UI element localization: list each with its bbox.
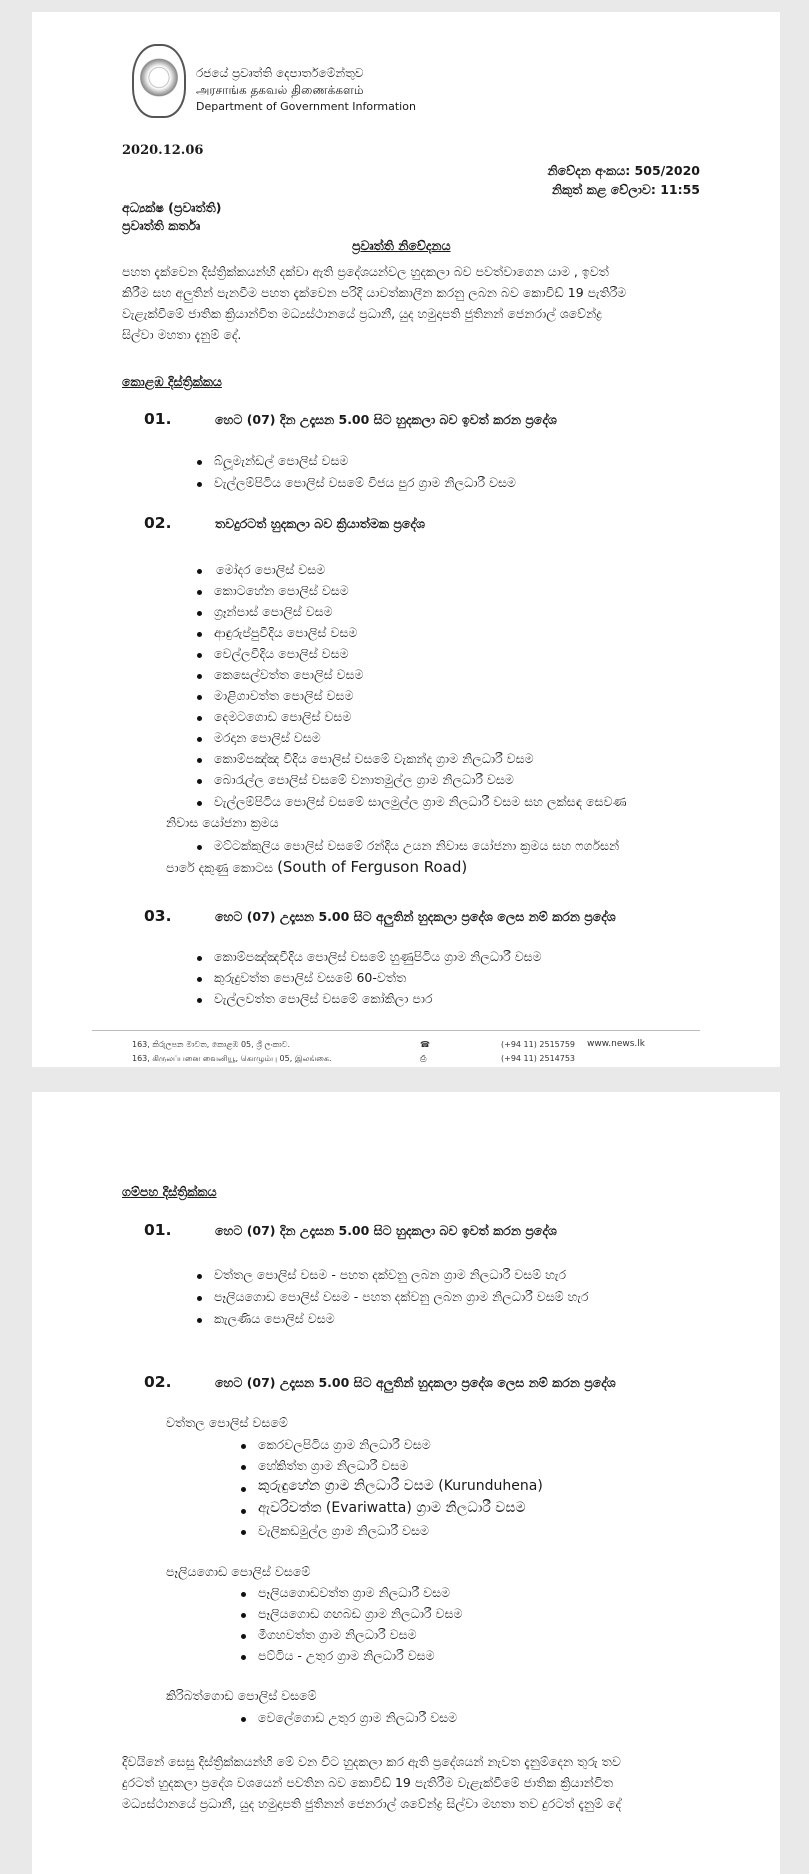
list-item-continued — [166, 859, 467, 876]
document-page-1 — [32, 12, 780, 1067]
bullet-icon — [197, 590, 202, 595]
district-heading-gampaha: ගම්පහ දිස්ත්‍රික්කය — [122, 1184, 217, 1199]
closing-paragraph — [122, 1751, 621, 1814]
list-item-continued: නිවාස යෝජනා ක්‍රමය — [166, 815, 279, 830]
list-item: කොම්පඤ්ඤ වීදිය පොලිස් වසමේ වැකන්ද ග්‍රාම නිලධාරී වසම — [214, 751, 534, 766]
section-title: තවදුරටත් හුදකලා බව ක්‍රියාත්මක ප්‍රදේශ — [215, 516, 425, 531]
bullet-icon — [241, 1655, 246, 1660]
bullet-icon — [241, 1509, 246, 1514]
bullet-icon — [197, 956, 202, 961]
release-number: නිවේදන අංකය: 505/2020 — [547, 163, 700, 178]
intro-paragraph — [122, 261, 626, 345]
list-item: බොරැල්ල පොලිස් වසමේ වනාතමුල්ල ග්‍රාම නිලධාරී වසම — [214, 772, 514, 787]
org-name-tamil: அரசாங்க தகவல் திணைக்களம் — [196, 83, 364, 97]
bullet-icon — [197, 801, 202, 806]
intro-line: සිල්වා මහතා දැනුම් දේ. — [122, 327, 242, 342]
section-title: හෙට (07) උදෑසන 5.00 සිට අලුතින් හුදකලා ප්‍රදේශ ලෙස නම් කරන ප්‍රදේශ — [215, 1375, 616, 1390]
list-item-english: (South of Ferguson Road) — [277, 858, 468, 876]
phone-icon: ☎ — [420, 1040, 430, 1049]
list-item: කෙරවලපිටිය ග්‍රාම නිලධාරී වසම — [258, 1437, 431, 1452]
footer-divider — [92, 1030, 700, 1031]
bullet-icon — [197, 716, 202, 721]
sri-lanka-emblem-logo — [132, 44, 186, 118]
list-item: කුරුඳුහේන ග්‍රාම නිලධාරී වසම (Kurunduhena) — [258, 1478, 543, 1494]
bullet-icon — [241, 1530, 246, 1535]
list-item: බ්ලූමැන්ඩල් පොලිස් වසම — [214, 453, 349, 468]
org-name-sinhala: රජයේ ප්‍රවෘත්ති දෙපාර්තමේන්තුව — [196, 66, 364, 80]
list-item: වැල්ලම්පිටිය පොලිස් වසමේ විජය පුර ග්‍රාම නිලධාරී වසම — [214, 475, 516, 490]
bullet-icon — [197, 977, 202, 982]
list-item: පෑලියගොඩවත්ත ග්‍රාම නිලධාරී වසම — [258, 1585, 451, 1600]
org-name-english: Department of Government Information — [196, 100, 416, 113]
bullet-icon — [197, 653, 202, 658]
bullet-icon — [241, 1592, 246, 1597]
list-item: කුරුදුවත්ත පොලිස් වසමේ 60-වත්ත — [214, 970, 407, 985]
intro-line: කිරීම සහ අලුතින් පැනවීම පහත දැක්වෙන පරිදි යාවත්කාලීන කරනු ලබන බව කොවිඩ් 19 පැතිරීම — [122, 285, 627, 300]
section-title: හෙට (07) දින උදෑසන 5.00 සිට හුදකලා බව ඉවත් කරන ප්‍රදේශ — [215, 1223, 557, 1238]
list-item: වෙල්ලවීදිය පොලිස් වසම — [214, 646, 349, 661]
bullet-icon — [197, 998, 202, 1003]
bullet-icon — [197, 569, 202, 574]
page-title: ප්‍රවෘත්ති නිවේදනය — [352, 238, 451, 253]
list-item: මාළිගාවත්ත පොලිස් වසම — [214, 688, 354, 703]
release-date: 2020.12.06 — [122, 143, 204, 158]
document-page-2 — [32, 1092, 780, 1874]
list-item: ග්‍රෑන්පාස් පොලිස් වසම — [214, 604, 333, 619]
bullet-icon — [241, 1634, 246, 1639]
list-item: ආඳුරුප්පුවීදිය පොලිස් වසම — [214, 625, 358, 640]
bullet-icon — [197, 695, 202, 700]
bullet-icon — [241, 1487, 246, 1492]
section-number: 01. — [144, 1221, 172, 1239]
section-number: 02. — [144, 514, 172, 532]
addressee-line-2: ප්‍රවෘත්ති කර්තෘ — [122, 218, 201, 233]
fax-icon: ⎙ — [420, 1054, 427, 1063]
bullet-icon — [197, 674, 202, 679]
bullet-icon — [197, 632, 202, 637]
list-item: පෑලියගොඩ පොලිස් වසම - පහත දක්වනු ලබන ග්‍රාම නිලධාරී වසම් හැර — [214, 1289, 589, 1304]
list-item: මෝදර පොලිස් වසම — [216, 562, 326, 577]
bullet-icon — [197, 758, 202, 763]
release-time: නිකුත් කළ වේලාව: 11:55 — [551, 182, 700, 197]
police-area-label: පෑලියගොඩ පොලිස් වසමේ — [166, 1564, 311, 1579]
footer-address-tamil: 163, கிருலப்பனை வைனியூ, கொழும்பு 05, இலங்கை. — [132, 1054, 332, 1063]
section-number: 02. — [144, 1373, 172, 1391]
list-item-part: පාරේ දකුණු කොටස — [166, 860, 274, 875]
bullet-icon — [197, 779, 202, 784]
list-item: දෙමටගොඩ පොලිස් වසම — [214, 709, 352, 724]
police-area-label: කිරිබත්ගොඩ පොලිස් වසමේ — [166, 1688, 317, 1703]
footer-fax: (+94 11) 2514753 — [501, 1054, 576, 1063]
footer-address-sinhala: 163, කිරුලපන මාවත, කොළඹ 05, ශ්‍රී ලංකාව. — [132, 1040, 291, 1049]
bullet-icon — [197, 482, 202, 487]
list-item: පෑලියගොඩ ගඟබඩ ග්‍රාම නිලධාරී වසම — [258, 1606, 463, 1621]
list-item: වෙලේගොඩ උතුර ග්‍රාම නිලධාරී වසම — [258, 1710, 458, 1725]
section-title: හෙට (07) දින උදෑසන 5.00 සිට හුදකලා බව ඉවත් කරන ප්‍රදේශ — [215, 412, 557, 427]
list-item: වැල්ලම්පිටිය පොලිස් වසමේ සාලමුල්ල ග්‍රාම නිලධාරී වසම සහ ලක්සඳ සෙවණ — [214, 794, 627, 809]
list-item: ඇවරිවත්ත (Evariwatta) ග්‍රාම නිලධාරී වසම — [258, 1500, 526, 1516]
list-item: හේකිත්ත ග්‍රාම නිලධාරී වසම — [258, 1458, 409, 1473]
closing-line: දුරටත් හුදකලා ප්‍රදේශ වශයෙන් පවතින බව කොවිඩ් 19 පැතිරීම වැළැක්වීමේ ජාතික ක්‍රියාන්විත — [122, 1775, 613, 1790]
footer-telephone: (+94 11) 2515759 — [501, 1040, 576, 1049]
bullet-icon — [241, 1465, 246, 1470]
closing-line: දිවයිනේ සෙසු දිස්ත්‍රික්කයන්හි මේ වන විට හුදකලා කර ඇති ප්‍රදේශයන් නැවත දැනුම්දෙන තුරු තව — [122, 1754, 621, 1769]
bullet-icon — [197, 1274, 202, 1279]
list-item: පට්ටිය - උතුර ග්‍රාම නිලධාරී වසම — [258, 1648, 435, 1663]
bullet-icon — [197, 845, 202, 850]
bullet-icon — [197, 737, 202, 742]
list-item: කොම්පඤ්ඤවීදිය පොලිස් වසමේ හුණුපිටිය ග්‍රාම නිලධාරී වසම — [214, 949, 542, 964]
list-item: කොටහේන පොලිස් වසම — [214, 583, 349, 598]
list-item: වත්තල පොලිස් වසම - පහත දක්වනු ලබන ග්‍රාම නිලධාරී වසම් හැර — [214, 1267, 567, 1282]
list-item: මරදාන පොලිස් වසම — [214, 730, 321, 745]
list-item: වැල්ලවත්ත පොලිස් වසමේ කෝකිලා පාර — [214, 991, 433, 1006]
list-item: මට්ටක්කුලිය පොලිස් වසමේ රන්දිය උයන නිවාස යෝජනා ක්‍රමය සහ ෆර්ගසන් — [214, 838, 620, 853]
intro-line: පහත දැක්වෙන දිස්ත්‍රික්කයන්හි දක්වා ඇති ප්‍රදේශයන්වල හුදකලා බව පවත්වාගෙන යාම , ඉවත් — [122, 264, 609, 279]
addressee-line-1: අධ්‍යක්ෂ (ප්‍රවෘත්ති) — [122, 200, 222, 215]
list-item: කෙසෙල්වත්ත පොලිස් වසම — [214, 667, 364, 682]
bullet-icon — [197, 1318, 202, 1323]
list-item: කැලණිය පොලිස් වසම — [214, 1311, 335, 1326]
intro-line: වැළැක්වීමේ ජාතික ක්‍රියාන්විත මධ්‍යස්ථානයේ ප්‍රධානී, යුද හමුදාපති ජුතිනන් ජෙනරාල් ශවේන්ද්‍ර — [122, 306, 602, 321]
bullet-icon — [197, 460, 202, 465]
footer-website[interactable]: www.news.lk — [587, 1039, 645, 1049]
closing-line: මධ්‍යස්ථානයේ ප්‍රධානී, යුද හමුදාපති ජුතිනන් ජෙනරාල් ශවේන්ද්‍ර සිල්වා මහතා තව දුරටත් දැනුම් දේ — [122, 1796, 622, 1811]
police-area-label: වත්තල පොලිස් වසමේ — [166, 1415, 288, 1430]
section-number: 03. — [144, 907, 172, 925]
bullet-icon — [241, 1444, 246, 1449]
bullet-icon — [197, 1296, 202, 1301]
district-heading-colombo: කොළඹ දිස්ත්‍රික්කය — [122, 374, 222, 389]
bullet-icon — [197, 611, 202, 616]
list-item: මීගහවත්ත ග්‍රාම නිලධාරී වසම — [258, 1627, 417, 1642]
bullet-icon — [241, 1717, 246, 1722]
list-item: වැලිකඩමුල්ල ග්‍රාම නිලධාරී වසම — [258, 1523, 430, 1538]
bullet-icon — [241, 1613, 246, 1618]
section-number: 01. — [144, 410, 172, 428]
section-title: හෙට (07) උදෑසන 5.00 සිට අලුතින් හුදකලා ප්‍රදේශ ලෙස නම් කරන ප්‍රදේශ — [215, 909, 616, 924]
